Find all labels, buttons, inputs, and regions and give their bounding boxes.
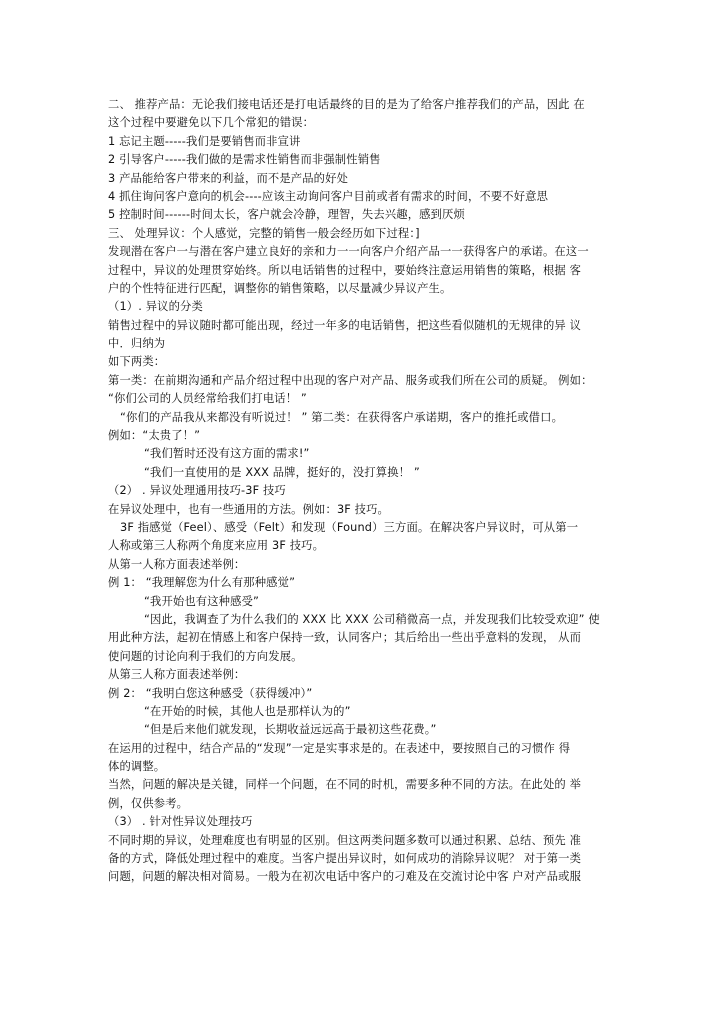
paragraph-line: 例，仅供参考。: [108, 796, 189, 810]
quote-line: “我们一直使用的是 XXX 品牌，挺好的，没打算换！ ”: [144, 465, 420, 479]
paragraph-line: 用此种方法，起初在情感上和客户保持一致，认同客户；其后给出一些出乎意料的发现， 从而: [108, 631, 582, 645]
paragraph-line: 户的个性特征进行匹配，调整你的销售策略，以尽量减少异议产生。: [108, 281, 452, 295]
paragraph-line: 使问题的讨论向利于我们的方向发展。: [108, 649, 303, 663]
paragraph-line: 第一类：在前期沟通和产品介绍过程中出现的客户对产品、服务或我们所在公司的质疑。 例如：: [108, 373, 593, 387]
paragraph-line: 中．归纳为: [108, 337, 166, 351]
quote-line: “你们公司的人员经常给我们打电话！ ”: [108, 392, 307, 406]
example-line: “因此，我调查了为什么我们的 XXX 比 XXX 公司稍微高一点，并发现我们比较受欢迎” 使: [144, 612, 600, 626]
paragraph-line: 从第一人称方面表述举例：: [108, 557, 246, 571]
paragraph-line: 在运用的过程中，结合产品的“发现”一定是实事求是的。在表述中，要按照自己的习惯作 得: [108, 741, 571, 755]
document-page: [108, 96, 620, 887]
paragraph-line: 发现潜在客户一与潜在客户建立良好的亲和力一一向客户介绍产品一一获得客户的承诺。在这一: [108, 245, 589, 259]
example-line: “在开始的时候，其他人也是那样认为的”: [144, 704, 351, 718]
paragraph-line: 销售过程中的异议随时都可能出现，经过一年多的电话销售，把这些看似随机的无规律的异 议: [108, 318, 582, 332]
subheading-objection-types: （1）. 异议的分类: [108, 300, 203, 314]
list-item-2: 2 引导客户-----我们做的是需求性销售而非强制性销售: [108, 153, 381, 167]
paragraph-line: 体的调整。: [108, 760, 166, 774]
paragraph-line: 问题，问题的解决相对简易。一般为在初次电话中客户的刁难及在交流讨论中客 户对产品或服: [108, 870, 582, 884]
paragraph-line: 不同时期的异议，处理难度也有明显的区别。但这两类问题多数可以通过积累、总结、预先 准: [108, 833, 582, 847]
paragraph-line: 这个过程中要避免以下几个常犯的错误：: [108, 116, 315, 130]
quote-line: “我们暂时还没有这方面的需求!”: [144, 447, 310, 461]
paragraph-line: 在异议处理中，也有一些通用的方法。例如：3F 技巧。: [108, 502, 390, 516]
example-line: “我开始也有这种感受”: [144, 594, 260, 608]
heading-recommend-product: 二、 推荐产品：无论我们接电话还是打电话最终的目的是为了给客户推荐我们的产品，因此 在: [108, 98, 585, 111]
paragraph-line: 备的方式，降低处理过程中的难度。当客户提出异议时，如何成功的消除异议呢？ 对于第一类: [108, 852, 582, 866]
quote-line: “你们的产品我从来都没有听说过！ ” 第二类：在获得客户承诺期，客户的推托或借口。: [120, 410, 564, 424]
paragraph-line: 3F 指感觉（Feel）、感受（Felt）和发现（Found）三方面。在解决客户异议时，可从第一: [120, 520, 579, 534]
list-item-4: 4 抓住询问客户意向的机会----应该主动询问客户目前或者有需求的时间，不要不好意思: [108, 189, 549, 203]
list-item-3: 3 产品能给客户带来的利益，而不是产品的好处: [108, 171, 349, 185]
paragraph-line: 如下两类：: [108, 355, 166, 369]
paragraph-line: 从第三人称方面表述举例：: [108, 668, 246, 682]
example-line: “但是后来他们就发现，长期收益远远高于最初这些花费。”: [144, 723, 437, 737]
paragraph-line: 当然，问题的解决是关键，同样一个问题，在不同的时机，需要多种不同的方法。在此处的 举: [108, 778, 582, 792]
heading-handle-objection: 三、 处理异议：个人感觉，完整的销售一般会经历如下过程：]: [108, 226, 420, 240]
example-line: 例 2： “我明白您这种感受（获得缓冲）”: [108, 686, 313, 700]
paragraph-line: 过程中，异议的处理贯穿始终。所以电话销售的过程中，要始终注意运用销售的策略，根据 客: [108, 263, 582, 277]
subheading-3f-technique: （2） . 异议处理通用技巧-3F 技巧: [108, 484, 286, 498]
list-item-1: 1 忘记主题-----我们是要销售而非宣讲: [108, 134, 301, 148]
paragraph-line: 人称或第三人称两个角度来应用 3F 技巧。: [108, 539, 325, 553]
list-item-5: 5 控制时间------时间太长，客户就会冷静，理智，失去兴趣，感到厌烦: [108, 208, 465, 222]
subheading-targeted-technique: （3） . 针对性异议处理技巧: [108, 815, 253, 829]
quote-line: 例如：“太贵了！”: [108, 429, 201, 443]
example-line: 例 1： “我理解您为什么有那种感觉”: [108, 576, 296, 590]
